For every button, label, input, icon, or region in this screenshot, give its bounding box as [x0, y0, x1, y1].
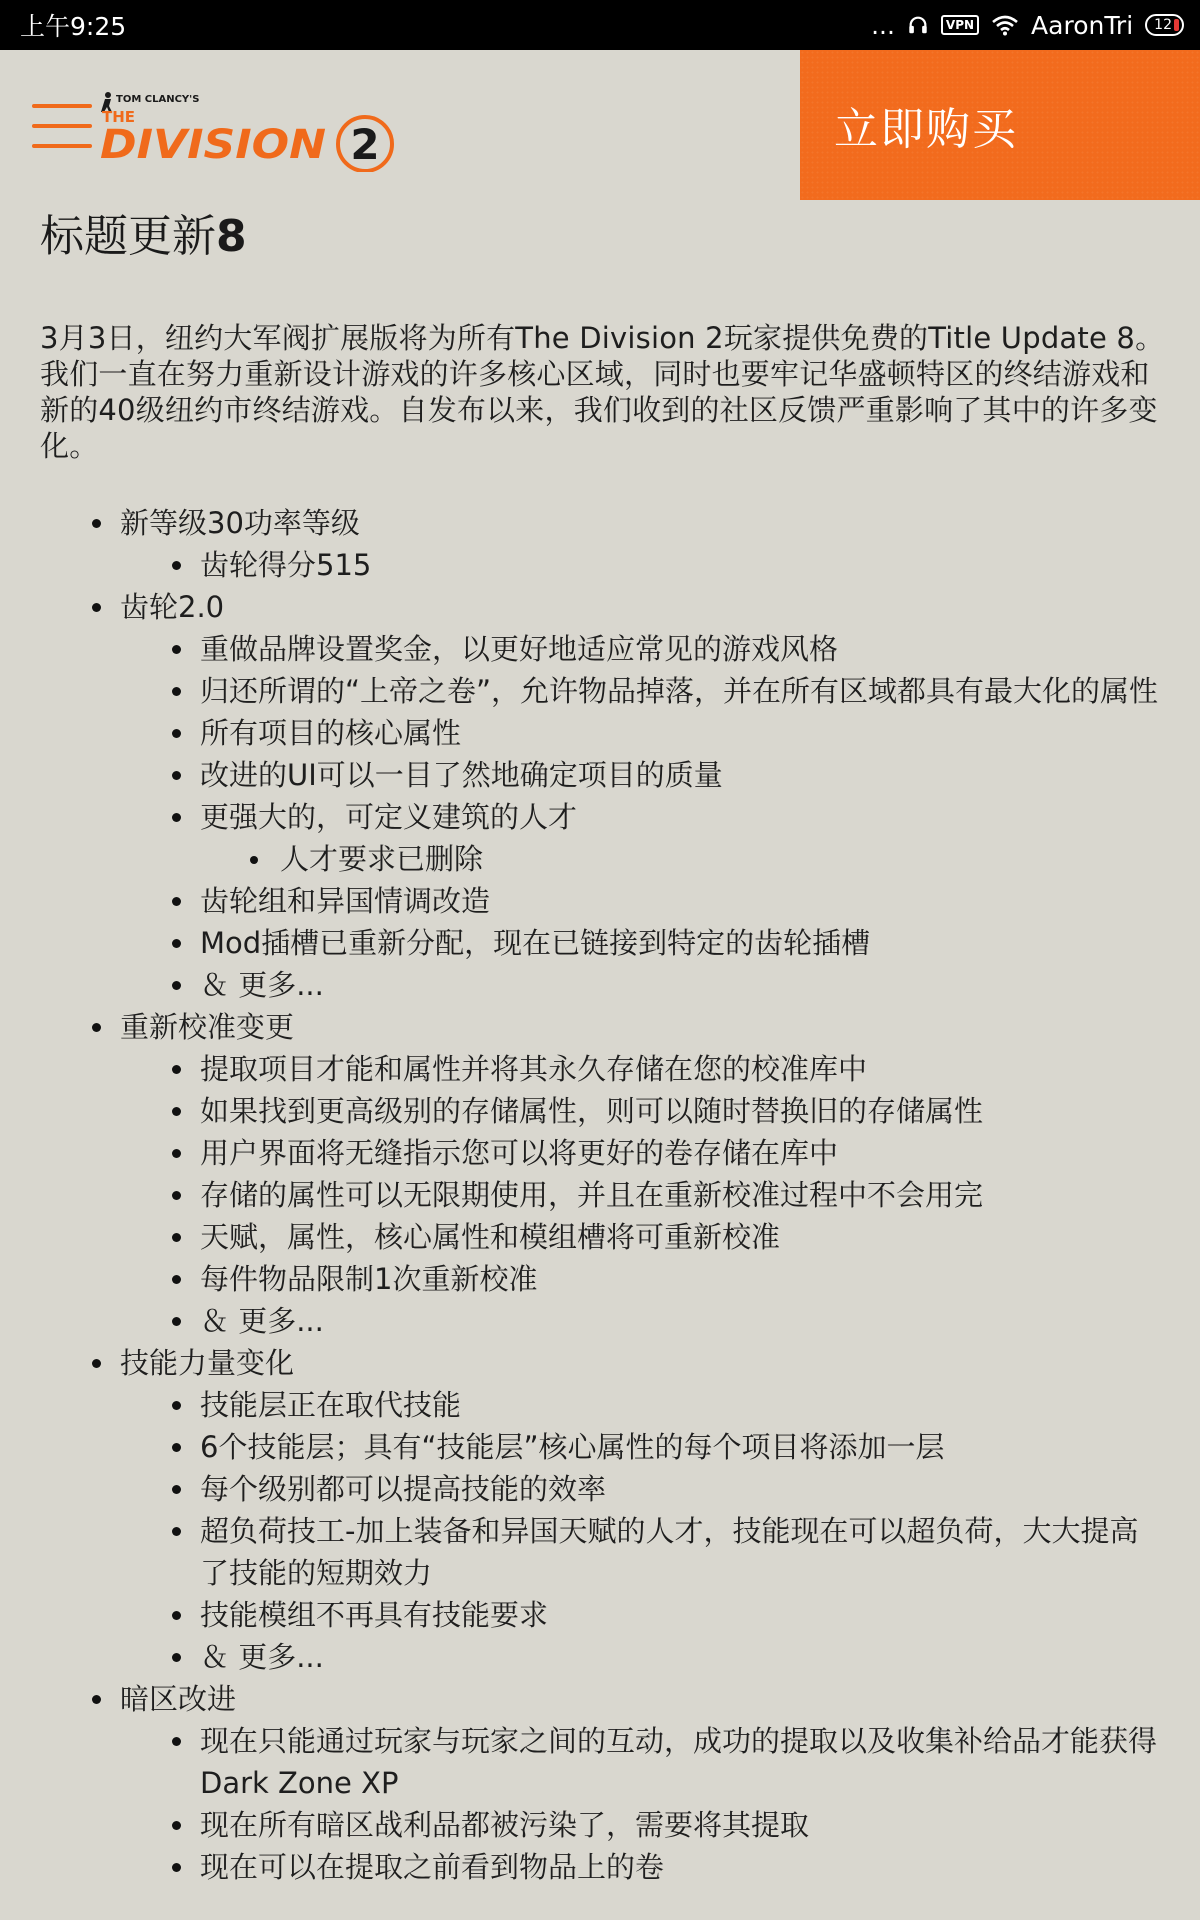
- buy-now-button[interactable]: 立即购买: [800, 50, 1200, 200]
- list-item-text: 每个级别都可以提高技能的效率: [200, 1472, 607, 1506]
- list-item-text: 归还所谓的“上帝之卷”，允许物品掉落，并在所有区域都具有最大化的属性: [200, 674, 1159, 708]
- list-item-text: 如果找到更高级别的存储属性，则可以随时替换旧的存储属性: [200, 1094, 984, 1128]
- list-item-text: 技能层正在取代技能: [200, 1388, 462, 1422]
- division-2-logo[interactable]: [100, 88, 410, 172]
- nested-list-item-text: 人才要求已删除: [280, 842, 484, 876]
- list-item: [120, 1384, 1165, 1426]
- list-item-text: 天赋，属性，核心属性和模组槽将可重新校准: [200, 1220, 781, 1254]
- list-item: [120, 1174, 1165, 1216]
- section-sublist: [120, 628, 1165, 1006]
- section-sublist: [120, 544, 1165, 586]
- more-dots: ...: [871, 10, 895, 40]
- section-label: 新等级30功率等级: [120, 506, 360, 540]
- list-item-text: 现在只能通过玩家与玩家之间的互动，成功的提取以及收集补给品才能获得Dark Zone XP: [200, 1724, 1158, 1800]
- section-label: 暗区改进: [120, 1682, 237, 1716]
- intro-paragraph: 3月3日，纽约大军阀扩展版将为所有The Division 2玩家提供免费的Title Update 8。我们一直在努力重新设计游戏的许多核心区域，同时也要牢记华盛顿特区的终结游戏和新的40级纽约市终结游戏。自发布以来，我们收到的社区反馈严重影响了其中的许多变化。: [40, 321, 1165, 463]
- list-item-text: 现在可以在提取之前看到物品上的卷: [200, 1850, 665, 1884]
- list-item-text: 所有项目的核心属性: [200, 716, 462, 750]
- list-item-text: ＆ 更多...: [200, 1304, 324, 1338]
- svg-text:TOM CLANCY'S: TOM CLANCY'S: [116, 94, 200, 105]
- nested-sublist: [200, 838, 1165, 880]
- vpn-badge: VPN: [941, 15, 979, 35]
- list-item-text: 技能模组不再具有技能要求: [200, 1598, 549, 1632]
- title-text: 标题更新: [40, 211, 216, 262]
- list-item: [120, 1132, 1165, 1174]
- list-item: [120, 1216, 1165, 1258]
- list-item: [120, 670, 1165, 712]
- list-item: [120, 1594, 1165, 1636]
- section-sublist: [120, 1048, 1165, 1342]
- status-time: 上午9:25: [20, 12, 127, 41]
- section-item: [40, 586, 1165, 1006]
- list-item: [120, 1468, 1165, 1510]
- network-name: AaronTri: [1031, 10, 1134, 40]
- list-item: [120, 1048, 1165, 1090]
- list-item-text: 改进的UI可以一目了然地确定项目的质量: [200, 758, 723, 792]
- section-item: [40, 1678, 1165, 1888]
- list-item-text: 用户界面将无缝指示您可以将更好的卷存储在库中: [200, 1136, 839, 1170]
- section-label: 技能力量变化: [120, 1346, 295, 1380]
- battery-indicator: 12: [1145, 14, 1184, 36]
- list-item-text: 6个技能层；具有“技能层”核心属性的每个项目将添加一层: [200, 1430, 945, 1464]
- list-item: [120, 1090, 1165, 1132]
- list-item: [120, 1846, 1165, 1888]
- list-item-text: Mod插槽已重新分配，现在已链接到特定的齿轮插槽: [200, 926, 871, 960]
- page-title: [40, 200, 1165, 278]
- wifi-icon: [991, 14, 1019, 36]
- list-item: [120, 628, 1165, 670]
- list-item: [120, 712, 1165, 754]
- list-item-text: 存储的属性可以无限期使用，并且在重新校准过程中不会用完: [200, 1178, 984, 1212]
- list-item: [120, 1720, 1165, 1804]
- svg-text:THE: THE: [102, 108, 136, 126]
- list-item: [120, 754, 1165, 796]
- list-item-text: 提取项目才能和属性并将其永久存储在您的校准库中: [200, 1052, 868, 1086]
- section-item: [40, 1006, 1165, 1342]
- section-item: [40, 502, 1165, 586]
- list-item: [120, 1258, 1165, 1300]
- hamburger-menu-icon[interactable]: [32, 104, 92, 148]
- nested-list-item: [200, 838, 1165, 880]
- article-content: [40, 200, 1165, 1888]
- section-item: [40, 1342, 1165, 1678]
- list-item: [120, 1636, 1165, 1678]
- list-item-text: 每件物品限制1次重新校准: [200, 1262, 538, 1296]
- list-item-text: 齿轮组和异国情调改造: [200, 884, 491, 918]
- section-label: 重新校准变更: [120, 1010, 295, 1044]
- list-item-text: 齿轮得分515: [200, 548, 372, 582]
- list-item-text: 超负荷技工-加上装备和异国天赋的人才，技能现在可以超负荷，大大提高了技能的短期效力: [200, 1514, 1139, 1590]
- section-label: 齿轮2.0: [120, 590, 225, 624]
- svg-text:2: 2: [350, 120, 380, 169]
- list-item: [120, 1426, 1165, 1468]
- list-item-text: ＆ 更多...: [200, 1640, 324, 1674]
- list-item: [120, 1300, 1165, 1342]
- list-item-text: 重做品牌设置奖金，以更好地适应常见的游戏风格: [200, 632, 839, 666]
- title-number: 8: [216, 211, 247, 262]
- section-sublist: [120, 1720, 1165, 1888]
- svg-text:DIVISION: DIVISION: [100, 122, 326, 168]
- list-item: [120, 880, 1165, 922]
- list-item: [120, 1510, 1165, 1594]
- list-item: [120, 964, 1165, 1006]
- list-item: [120, 796, 1165, 880]
- list-item: [120, 1804, 1165, 1846]
- status-bar: [0, 0, 1200, 50]
- update-sections-list: [40, 502, 1165, 1888]
- headset-icon: [907, 14, 929, 36]
- list-item: [120, 922, 1165, 964]
- list-item: [120, 544, 1165, 586]
- list-item-text: 现在所有暗区战利品都被污染了，需要将其提取: [200, 1808, 810, 1842]
- section-sublist: [120, 1384, 1165, 1678]
- list-item-text: 更强大的，可定义建筑的人才: [200, 800, 578, 834]
- site-header: [0, 50, 1200, 200]
- status-icons: [871, 11, 1184, 40]
- list-item-text: ＆ 更多...: [200, 968, 324, 1002]
